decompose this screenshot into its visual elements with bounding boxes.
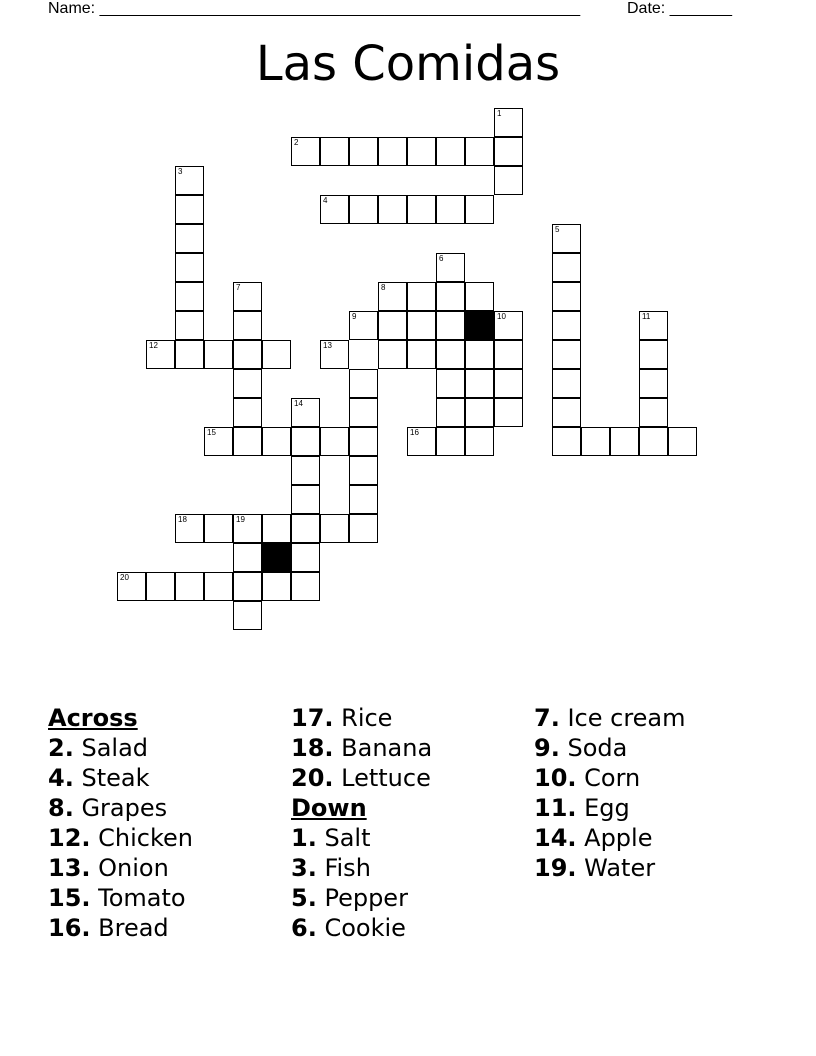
clue-item: [48, 733, 193, 763]
clue-item-number: 18.: [291, 734, 334, 762]
crossword-cell[interactable]: [494, 340, 523, 369]
crossword-cell[interactable]: [465, 195, 494, 224]
clue-column-1: [48, 703, 193, 943]
crossword-cell[interactable]: [233, 311, 262, 340]
crossword-cell[interactable]: [262, 340, 291, 369]
clue-item-number: 1.: [291, 824, 317, 852]
crossword-cell[interactable]: [407, 340, 436, 369]
clue-number: 8: [381, 283, 386, 292]
crossword-cell[interactable]: [204, 514, 233, 543]
clue-item-text: Salad: [73, 734, 149, 762]
clue-item: [48, 883, 193, 913]
crossword-cell[interactable]: [291, 427, 320, 456]
crossword-cell[interactable]: [175, 311, 204, 340]
crossword-cell[interactable]: [407, 282, 436, 311]
crossword-cell[interactable]: [349, 369, 378, 398]
crossword-cell[interactable]: [552, 427, 581, 456]
clue-number: 3: [178, 167, 183, 176]
clue-item-number: 9.: [534, 734, 560, 762]
crossword-cell[interactable]: [349, 427, 378, 456]
date-field-label: Date: _______: [627, 0, 732, 17]
crossword-cell[interactable]: [233, 427, 262, 456]
clue-item-text: Egg: [576, 794, 630, 822]
crossword-cell[interactable]: [349, 311, 378, 340]
clue-item: [534, 703, 686, 733]
crossword-cell[interactable]: [233, 340, 262, 369]
crossword-cell[interactable]: [291, 456, 320, 485]
clue-number: 14: [294, 399, 303, 408]
crossword-cell[interactable]: [436, 311, 465, 340]
clue-item-text: Rice: [333, 704, 393, 732]
clue-item-text: Tomato: [90, 884, 186, 912]
crossword-cell[interactable]: [552, 311, 581, 340]
clue-item-text: Water: [576, 854, 656, 882]
crossword-cell[interactable]: [175, 195, 204, 224]
black-square: [262, 543, 291, 572]
clue-item: [534, 793, 686, 823]
clue-number: 6: [439, 254, 444, 263]
crossword-cell[interactable]: [146, 572, 175, 601]
crossword-cell[interactable]: [233, 601, 262, 630]
clue-item-text: Corn: [576, 764, 641, 792]
clue-item: [48, 823, 193, 853]
crossword-cell[interactable]: [436, 427, 465, 456]
crossword-cell[interactable]: [204, 427, 233, 456]
crossword-cell[interactable]: [117, 572, 146, 601]
clue-item: [48, 853, 193, 883]
crossword-cell[interactable]: [407, 311, 436, 340]
clue-item-number: 5.: [291, 884, 317, 912]
clue-item: [291, 823, 432, 853]
clue-item-text: Soda: [559, 734, 628, 762]
clue-item-number: 14.: [534, 824, 577, 852]
clue-number: 4: [323, 196, 328, 205]
crossword-cell[interactable]: [204, 340, 233, 369]
clue-item: [291, 853, 432, 883]
clue-number: 2: [294, 138, 299, 147]
clue-item-number: 15.: [48, 884, 91, 912]
crossword-cell[interactable]: [581, 427, 610, 456]
clue-section-heading: Across: [48, 704, 138, 732]
crossword-cell[interactable]: [320, 514, 349, 543]
clue-item-number: 10.: [534, 764, 577, 792]
crossword-cell[interactable]: [494, 369, 523, 398]
crossword-cell[interactable]: [291, 514, 320, 543]
clue-item-number: 12.: [48, 824, 91, 852]
clue-number: 5: [555, 225, 560, 234]
clue-item-text: Onion: [90, 854, 169, 882]
crossword-cell[interactable]: [233, 514, 262, 543]
crossword-cell[interactable]: [436, 137, 465, 166]
clue-item-text: Banana: [333, 734, 433, 762]
crossword-cell[interactable]: [436, 398, 465, 427]
crossword-cell[interactable]: [233, 282, 262, 311]
clue-item-number: 13.: [48, 854, 91, 882]
crossword-cell[interactable]: [494, 398, 523, 427]
clue-item: [534, 763, 686, 793]
crossword-cell[interactable]: [233, 572, 262, 601]
crossword-cell[interactable]: [262, 572, 291, 601]
crossword-cell[interactable]: [465, 340, 494, 369]
clue-item-number: 17.: [291, 704, 334, 732]
crossword-cell[interactable]: [233, 543, 262, 572]
clue-item-text: Chicken: [90, 824, 193, 852]
clue-item-text: Cookie: [316, 914, 406, 942]
crossword-cell[interactable]: [378, 282, 407, 311]
clue-item-text: Steak: [73, 764, 150, 792]
crossword-cell[interactable]: [436, 340, 465, 369]
clue-item-number: 16.: [48, 914, 91, 942]
clue-item-text: Ice cream: [559, 704, 686, 732]
crossword-cell[interactable]: [175, 166, 204, 195]
clue-item-number: 4.: [48, 764, 74, 792]
crossword-cell[interactable]: [291, 137, 320, 166]
crossword-cell[interactable]: [233, 398, 262, 427]
crossword-cell[interactable]: [552, 369, 581, 398]
crossword-cell[interactable]: [436, 253, 465, 282]
clue-item-number: 3.: [291, 854, 317, 882]
crossword-cell[interactable]: [465, 369, 494, 398]
crossword-cell[interactable]: [610, 427, 639, 456]
crossword-cell[interactable]: [639, 340, 668, 369]
crossword-cell[interactable]: [175, 572, 204, 601]
clue-number: 16: [410, 428, 419, 437]
clue-item: [291, 913, 432, 943]
crossword-cell[interactable]: [465, 398, 494, 427]
crossword-cell[interactable]: [349, 398, 378, 427]
crossword-cell[interactable]: [436, 195, 465, 224]
clue-item-number: 8.: [48, 794, 74, 822]
clue-number: 1: [497, 109, 502, 118]
crossword-cell[interactable]: [175, 253, 204, 282]
crossword-cell[interactable]: [407, 195, 436, 224]
crossword-cell[interactable]: [465, 137, 494, 166]
clue-item-text: Grapes: [73, 794, 168, 822]
crossword-cell[interactable]: [668, 427, 697, 456]
crossword-cell[interactable]: [175, 282, 204, 311]
crossword-cell[interactable]: [378, 311, 407, 340]
crossword-cell[interactable]: [349, 137, 378, 166]
crossword-cell[interactable]: [320, 195, 349, 224]
crossword-cell[interactable]: [291, 398, 320, 427]
clue-item: [534, 733, 686, 763]
crossword-cell[interactable]: [552, 340, 581, 369]
crossword-cell[interactable]: [204, 572, 233, 601]
clue-item: [291, 763, 432, 793]
crossword-cell[interactable]: [291, 572, 320, 601]
clue-number: 18: [178, 515, 187, 524]
clue-item: [534, 853, 686, 883]
clue-column-2: [291, 703, 432, 943]
clue-number: 15: [207, 428, 216, 437]
crossword-cell[interactable]: [320, 427, 349, 456]
clue-number: 7: [236, 283, 241, 292]
crossword-cell[interactable]: [349, 456, 378, 485]
clue-item-text: Salt: [316, 824, 371, 852]
clue-item: [48, 793, 193, 823]
clue-item-text: Bread: [90, 914, 169, 942]
clue-item: [48, 763, 193, 793]
crossword-cell[interactable]: [407, 137, 436, 166]
clue-item-number: 20.: [291, 764, 334, 792]
crossword-cell[interactable]: [175, 224, 204, 253]
clue-item: [291, 883, 432, 913]
crossword-cell[interactable]: [465, 427, 494, 456]
crossword-cell[interactable]: [436, 282, 465, 311]
crossword-cell[interactable]: [494, 311, 523, 340]
clue-item-text: Apple: [576, 824, 653, 852]
black-square: [465, 311, 494, 340]
crossword-cell[interactable]: [639, 369, 668, 398]
crossword-cell[interactable]: [349, 195, 378, 224]
clue-number: 10: [497, 312, 506, 321]
crossword-cell[interactable]: [378, 340, 407, 369]
crossword-cell[interactable]: [552, 398, 581, 427]
crossword-cell[interactable]: [175, 514, 204, 543]
clue-item-text: Pepper: [316, 884, 408, 912]
clue-item: [291, 733, 432, 763]
crossword-cell[interactable]: [262, 427, 291, 456]
clue-item-text: Fish: [316, 854, 371, 882]
clue-number: 13: [323, 341, 332, 350]
crossword-cell[interactable]: [291, 543, 320, 572]
crossword-cell[interactable]: [320, 137, 349, 166]
crossword-cell[interactable]: [436, 369, 465, 398]
crossword-cell[interactable]: [262, 514, 291, 543]
crossword-cell[interactable]: [639, 398, 668, 427]
crossword-cell[interactable]: [639, 427, 668, 456]
clue-item-number: 11.: [534, 794, 577, 822]
clue-number: 20: [120, 573, 129, 582]
crossword-cell[interactable]: [378, 195, 407, 224]
crossword-cell[interactable]: [552, 224, 581, 253]
clue-number: 12: [149, 341, 158, 350]
clue-item-number: 7.: [534, 704, 560, 732]
clue-item-number: 2.: [48, 734, 74, 762]
clue-section-heading: Down: [291, 794, 367, 822]
crossword-cell[interactable]: [320, 340, 349, 369]
crossword-cell[interactable]: [494, 108, 523, 137]
page-title: Las Comidas: [255, 36, 561, 92]
clue-item-text: Lettuce: [333, 764, 431, 792]
crossword-cell[interactable]: [407, 427, 436, 456]
clue-item: [48, 913, 193, 943]
crossword-cell[interactable]: [291, 485, 320, 514]
clue-item: [534, 823, 686, 853]
name-field-label: Name: ______________________________________________________: [48, 0, 581, 17]
clue-number: 11: [642, 312, 651, 321]
clue-number: 19: [236, 515, 245, 524]
clue-item: [291, 703, 432, 733]
crossword-cell[interactable]: [233, 369, 262, 398]
crossword-cell[interactable]: [175, 340, 204, 369]
crossword-cell[interactable]: [552, 253, 581, 282]
crossword-cell[interactable]: [639, 311, 668, 340]
crossword-cell[interactable]: [378, 137, 407, 166]
crossword-cell[interactable]: [494, 166, 523, 195]
clue-item-number: 19.: [534, 854, 577, 882]
crossword-cell[interactable]: [146, 340, 175, 369]
crossword-cell[interactable]: [349, 514, 378, 543]
crossword-cell[interactable]: [349, 485, 378, 514]
clue-item-number: 6.: [291, 914, 317, 942]
clue-column-3: [534, 703, 686, 883]
clue-number: 9: [352, 312, 357, 321]
crossword-cell[interactable]: [552, 282, 581, 311]
crossword-cell[interactable]: [465, 282, 494, 311]
crossword-cell[interactable]: [494, 137, 523, 166]
